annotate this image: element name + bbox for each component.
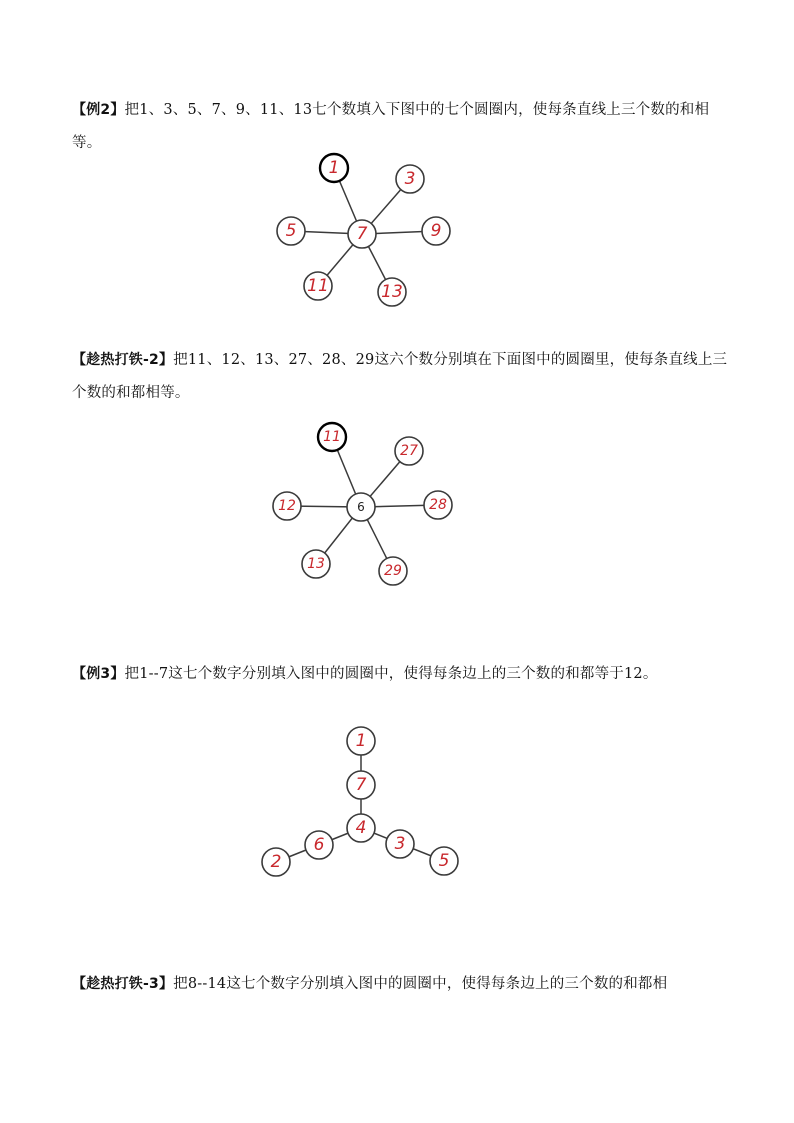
practice2-star-figure [265, 418, 465, 590]
circle-arm-value: 27 [400, 443, 418, 459]
practice3-problem [72, 968, 732, 1001]
example2-text: 把1、3、5、7、9、11、13七个数填入下图中的七个圆圈内，使每条直线上三个数的和相等。 [72, 102, 710, 151]
circle-arm-value: 11 [323, 429, 341, 445]
practice3-text: 把8--14这七个数字分别填入图中的圆圈中，使得每条边上的三个数的和都相 [173, 976, 668, 992]
circle-node-value: 1 [355, 731, 367, 751]
circle-arm-value: 12 [278, 498, 296, 514]
circle-node-value: 3 [394, 834, 406, 854]
circle-arm-value: 9 [430, 221, 442, 241]
example3-tag: 【例3】 [72, 666, 125, 682]
example3-problem [72, 658, 732, 691]
circle-arm-value: 28 [429, 497, 447, 513]
circle-arm-value: 1 [328, 158, 340, 178]
circle-node-value: 7 [355, 775, 367, 795]
circle-node-value: 5 [438, 851, 450, 871]
practice2-problem [72, 344, 732, 410]
circle-arm-value: 13 [307, 556, 325, 572]
example2-star-figure [270, 148, 460, 314]
circle-arm-value: 5 [285, 221, 297, 241]
example2-tag: 【例2】 [72, 102, 125, 118]
circle-center-value: 6 [357, 500, 365, 514]
circle-node-value: 4 [355, 818, 367, 838]
circle-node-value: 2 [270, 852, 282, 872]
example3-text: 把1--7这七个数字分别填入图中的圆圈中，使得每条边上的三个数的和都等于12。 [124, 666, 658, 682]
circle-arm-value: 29 [384, 563, 402, 579]
circle-arm-value: 11 [307, 276, 329, 296]
circle-node-value: 6 [313, 835, 325, 855]
circle-center-value: 7 [356, 224, 368, 244]
practice2-text: 把11、12、13、27、28、29这六个数分别填在下面图中的圆圈里，使每条直线上三个数的和都相等。 [72, 352, 728, 401]
example3-tree-figure [255, 720, 470, 885]
practice2-tag: 【趁热打铁-2】 [72, 352, 174, 368]
circle-arm-value: 13 [381, 282, 403, 302]
practice3-tag: 【趁热打铁-3】 [72, 976, 174, 992]
circle-arm-value: 3 [404, 169, 416, 189]
